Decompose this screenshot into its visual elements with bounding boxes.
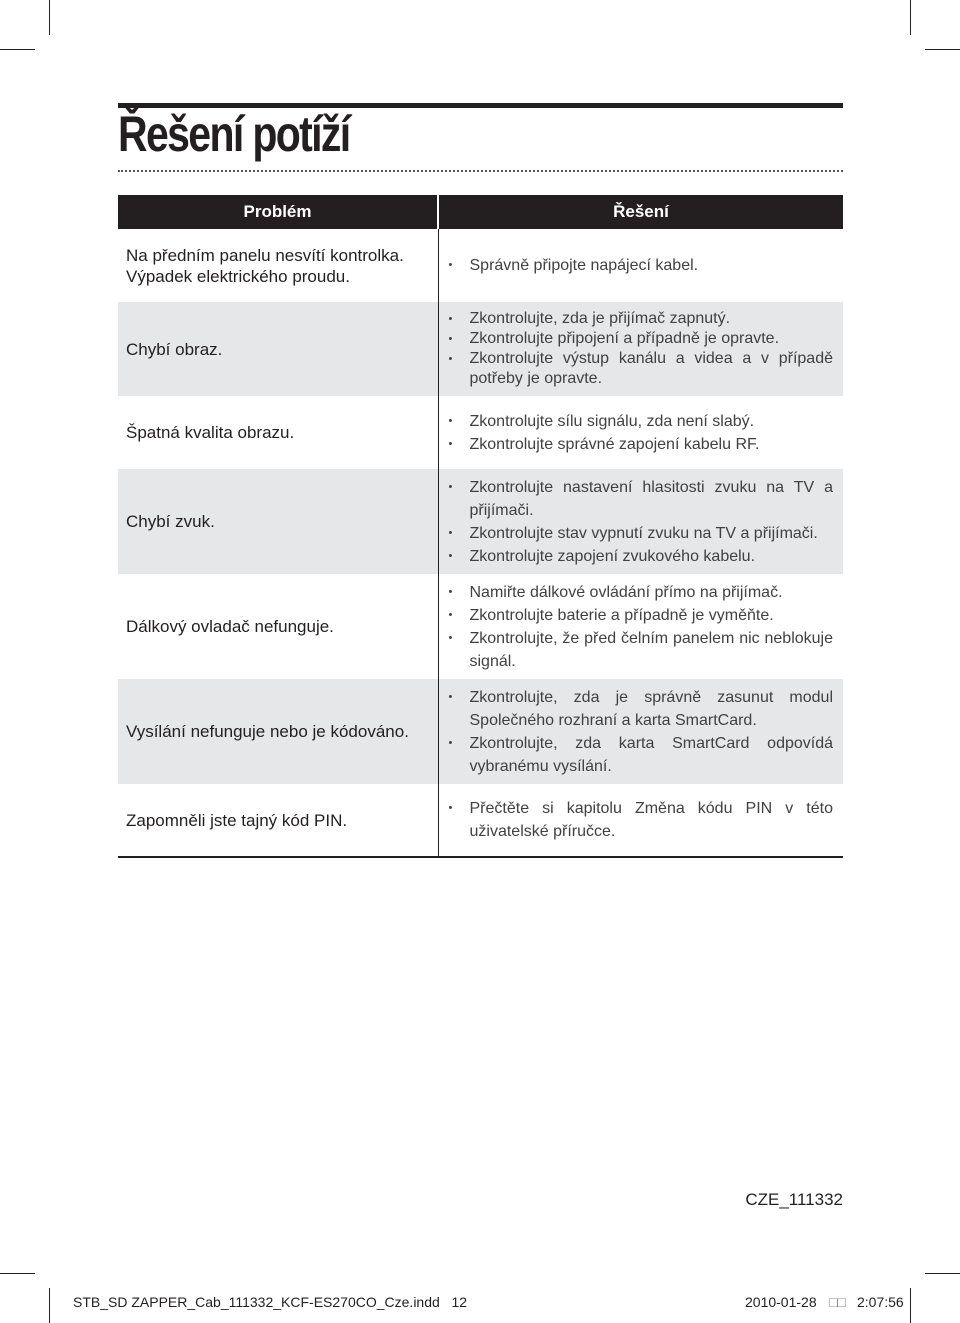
header-problem: Problém [118, 195, 438, 229]
problem-text: Chybí zvuk. [126, 512, 215, 531]
slug-file: STB_SD ZAPPER_Cab_111332_KCF-ES270CO_Cze.indd 12 [73, 1294, 468, 1310]
solution-cell [438, 229, 843, 302]
solution-item: • Zkontrolujte správné zapojení kabelu RF. [449, 433, 834, 456]
solution-cell [438, 396, 843, 469]
crop-mark [0, 49, 35, 50]
problem-cell [118, 229, 438, 302]
problem-cell [118, 679, 438, 784]
solution-cell [438, 784, 843, 857]
problem-text: Špatná kvalita obrazu. [126, 423, 295, 442]
page-title: Řešení potíží [118, 106, 350, 162]
problem-text: Zapomněli jste tajný kód PIN. [126, 810, 348, 830]
solution-cell [438, 469, 843, 574]
crop-mark [49, 1288, 50, 1323]
problem-cell [118, 469, 438, 574]
crop-mark [0, 1273, 35, 1274]
table-row [118, 396, 843, 469]
solution-item: • Zkontrolujte nastavení hlasitosti zvuku na TV a přijímači. [449, 476, 834, 522]
solution-item: • Zkontrolujte, zda je správně zasunut modul Společného rozhraní a karta SmartCard. [449, 686, 834, 732]
problem-text: Na předním panelu nesvítí kontrolka. [126, 245, 404, 265]
table-row [118, 302, 843, 396]
crop-mark [910, 0, 911, 35]
solution-item: • Zkontrolujte baterie a případně je vyměňte. [449, 604, 834, 627]
slug-date: 2010-01-28 [745, 1294, 817, 1310]
solution-item: • Zkontrolujte, že před čelním panelem nic neblokuje signál. [449, 627, 834, 673]
problem-text: Vysílání nefunguje nebo je kódováno. [126, 722, 409, 741]
solution-item: • Přečtěte si kapitolu Změna kódu PIN v této uživatelské příručce. [449, 797, 834, 843]
solution-item: • Zkontrolujte sílu signálu, zda není slabý. [449, 410, 834, 433]
table-header-row [118, 195, 843, 229]
crop-mark [49, 0, 50, 35]
table-row [118, 784, 843, 857]
solution-item: • Zkontrolujte připojení a případně je opravte. [449, 329, 834, 349]
problem-cell [118, 396, 438, 469]
table-row [118, 229, 843, 302]
solution-item: • Zkontrolujte zapojení zvukového kabelu. [449, 545, 834, 568]
problem-text: Výpadek elektrického proudu. [126, 266, 350, 286]
document-code: CZE_111332 [745, 1190, 843, 1209]
solution-item: • Zkontrolujte stav vypnutí zvuku na TV a přijímači. [449, 522, 834, 545]
table-row [118, 679, 843, 784]
problem-text: Dálkový ovladač nefunguje. [126, 617, 334, 636]
solution-item: • Zkontrolujte, zda karta SmartCard odpovídá vybranému vysílání. [449, 732, 834, 778]
troubleshooting-table [118, 195, 843, 858]
title-dotted-rule [118, 170, 843, 172]
solution-item: • Zkontrolujte výstup kanálu a videa a v případě potřeby je opravte. [449, 349, 834, 389]
crop-mark [925, 49, 960, 50]
slug-mark: □□ [829, 1294, 846, 1310]
solution-item: • Namiřte dálkové ovládání přímo na přijímač. [449, 581, 834, 604]
crop-mark [925, 1273, 960, 1274]
solution-cell [438, 679, 843, 784]
problem-text: Chybí obraz. [126, 339, 223, 359]
solution-cell [438, 302, 843, 396]
problem-cell [118, 302, 438, 396]
slug-time: 2:07:56 [857, 1294, 904, 1310]
table-row [118, 574, 843, 679]
header-solution: Řešení [438, 195, 843, 229]
solution-cell [438, 574, 843, 679]
problem-cell [118, 784, 438, 857]
solution-item: • Správně připojte napájecí kabel. [449, 254, 834, 277]
crop-mark [910, 1288, 911, 1323]
solution-item: • Zkontrolujte, zda je přijímač zapnutý. [449, 309, 834, 329]
table-row [118, 469, 843, 574]
problem-cell [118, 574, 438, 679]
